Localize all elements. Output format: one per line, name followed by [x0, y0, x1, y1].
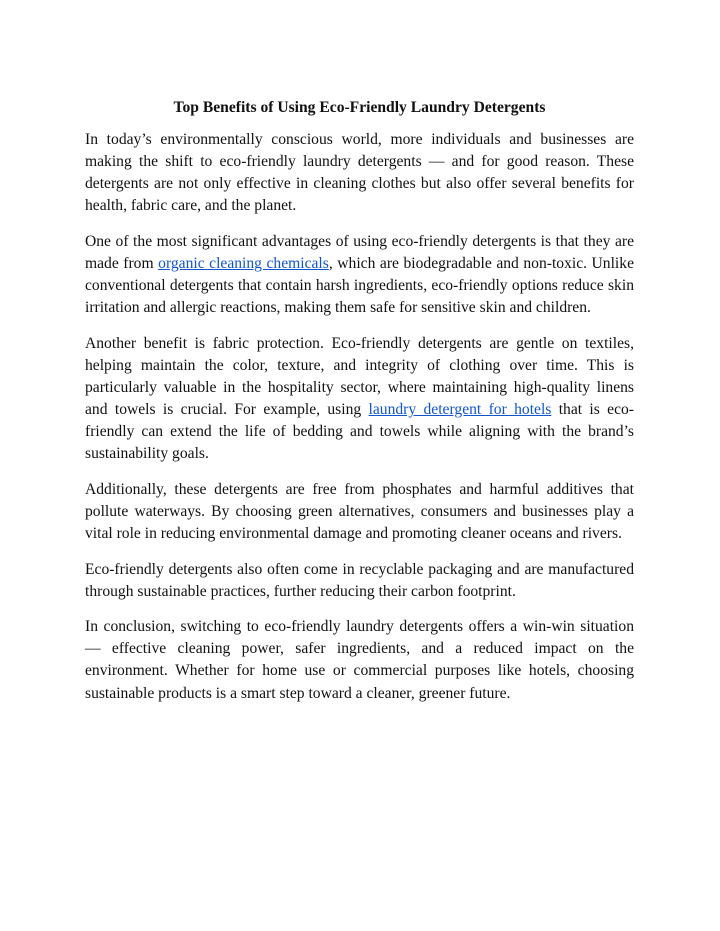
- document-body: [85, 97, 634, 718]
- paragraph-packaging: Eco-friendly detergents also often come in recyclable packaging and are manufactured through sustainable practices, further reducing their carbon footprint.: [85, 560, 634, 600]
- paragraph-text: , which are biodegradable and non-toxic. Unlike conventional detergents that contain harsh ingredients, eco-friendly options reduce skin irritation and allergic reactions, making them safe for sensitive skin and children.: [85, 254, 634, 317]
- paragraph-intro: In today’s environmentally conscious world, more individuals and businesses are making the shift to eco-friendly laundry detergents — and for good reason. These detergents are not only effective in cleaning clothes but also offer several benefits for health, fabric care, and the planet.: [85, 131, 634, 215]
- paragraph-organic-chemicals: [85, 231, 634, 319]
- paragraph-conclusion: In conclusion, switching to eco-friendly laundry detergents offers a win-win situation — effective cleaning power, safer ingredients, and a reduced impact on the environment. Whether for home use or commercial purposes like hotels, choosing sustainable products is a smart step toward a cleaner, greener future.: [85, 618, 634, 702]
- document-title: Top Benefits of Using Eco-Friendly Laundry Detergents: [173, 99, 546, 116]
- paragraph-text: that is eco-friendly can extend the life of bedding and towels while aligning with the brand’s sustainability goals.: [85, 401, 635, 463]
- paragraph-waterways: Additionally, these detergents are free from phosphates and harmful additives that pollute waterways. By choosing green alternatives, consumers and businesses play a vital role in reducing environmental damage and promoting cleaner oceans and rivers.: [85, 480, 634, 542]
- laundry-detergent-for-hotels-link[interactable]: laundry detergent for hotels: [368, 401, 552, 419]
- paragraph-fabric-protection: [85, 333, 634, 466]
- paragraph-text: Another benefit is fabric protection. Eco-friendly detergents are gentle on textiles, helping maintain the color, texture, and integrity of clothing over time. This is particularly valuable in the hospitality sector, where maintaining high-quality linens and towels is crucial. For example, using: [85, 334, 634, 419]
- paragraph-text: One of the most significant advantages of using eco-friendly detergents is that they are made from: [85, 232, 634, 272]
- organic-cleaning-chemicals-link[interactable]: organic cleaning chemicals: [158, 254, 329, 272]
